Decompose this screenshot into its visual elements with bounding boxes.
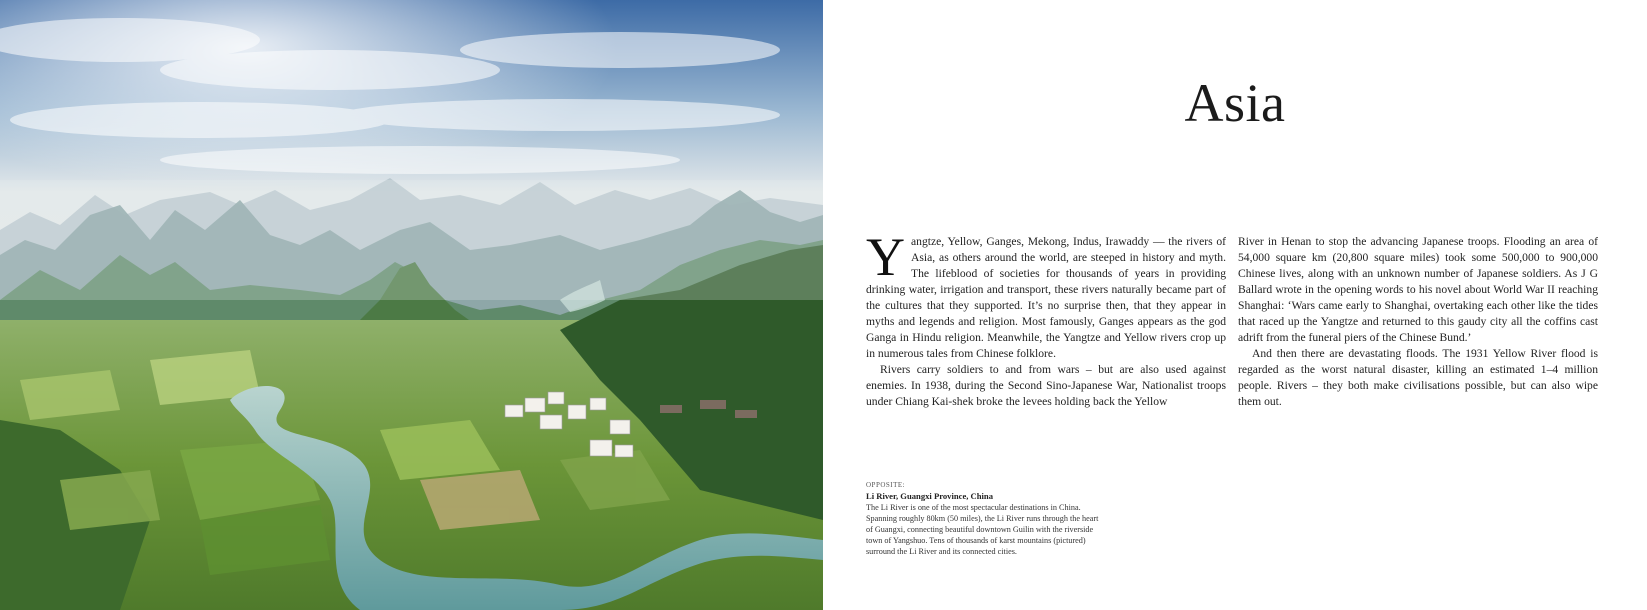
paragraph-text: angtze, Yellow, Ganges, Mekong, Indus, Irawaddy — the rivers of Asia, as others around the world, are steeped in history and myth. The lifeblood of societies for thousands of years in providing drinking water, irrigation and transport, these rivers naturally became part of the cultures that they supported. It’s no surprise then, that they appear in myths and legends and religion. Most famously, Ganges appears as the god Ganga in Hindu religion. Meanwhile, the Yangtze and Yellow rivers crop up in numerous tales from Chinese folklore. [866, 235, 1226, 360]
caption-heading: Li River, Guangxi Province, China [866, 491, 994, 501]
body-paragraph: River in Henan to stop the advancing Japanese troops. Flooding an area of 54,000 square km (20,800 square miles) took some 500,000 to 900,000 Chinese lives, along with an unknown number of Japanese soldiers. As J G Ballard wrote in the opening words to his novel about World War II reaching Shanghai: ‘Wars came early to Shanghai, overtaking each other like the tides that raced up the Yangtze and returned to this gaudy city all the coffins cast adrift from the funeral piers of the Chinese Bund.’ [1238, 235, 1598, 344]
body-column-right [1238, 234, 1598, 410]
landscape-photo [0, 0, 823, 610]
body-paragraph [866, 227, 1226, 362]
body-paragraph: Rivers carry soldiers to and from wars – but are also used against enemies. In 1938, during the Second Sino-Japanese War, Nationalist troops under Chiang Kai-shek broke the levees holding back the Yellow [866, 363, 1226, 408]
body-paragraph: And then there are devastating floods. The 1931 Yellow River flood is regarded as the worst natural disaster, killing an estimated 1–4 million people. Rivers – they both make civilisations possible, but can also wipe them out. [1238, 347, 1598, 408]
body-column-left [866, 227, 1226, 410]
caption-text: The Li River is one of the most spectacular destinations in China. Spanning roughly 80km (50 miles), the Li River runs through the heart of Guangxi, connecting beautiful downtown Guilin with the riverside town of Yangshuo. Tens of thousands of karst mountains (pictured) surround the Li River and its connected cities. [866, 503, 1099, 556]
caption-label: OPPOSITE: [866, 481, 906, 489]
chapter-title: Asia [1184, 73, 1286, 133]
photo-caption [866, 480, 1106, 557]
drop-cap: Y [866, 227, 905, 287]
text-page [823, 0, 1647, 610]
li-river-karst-landscape-image [0, 0, 823, 610]
